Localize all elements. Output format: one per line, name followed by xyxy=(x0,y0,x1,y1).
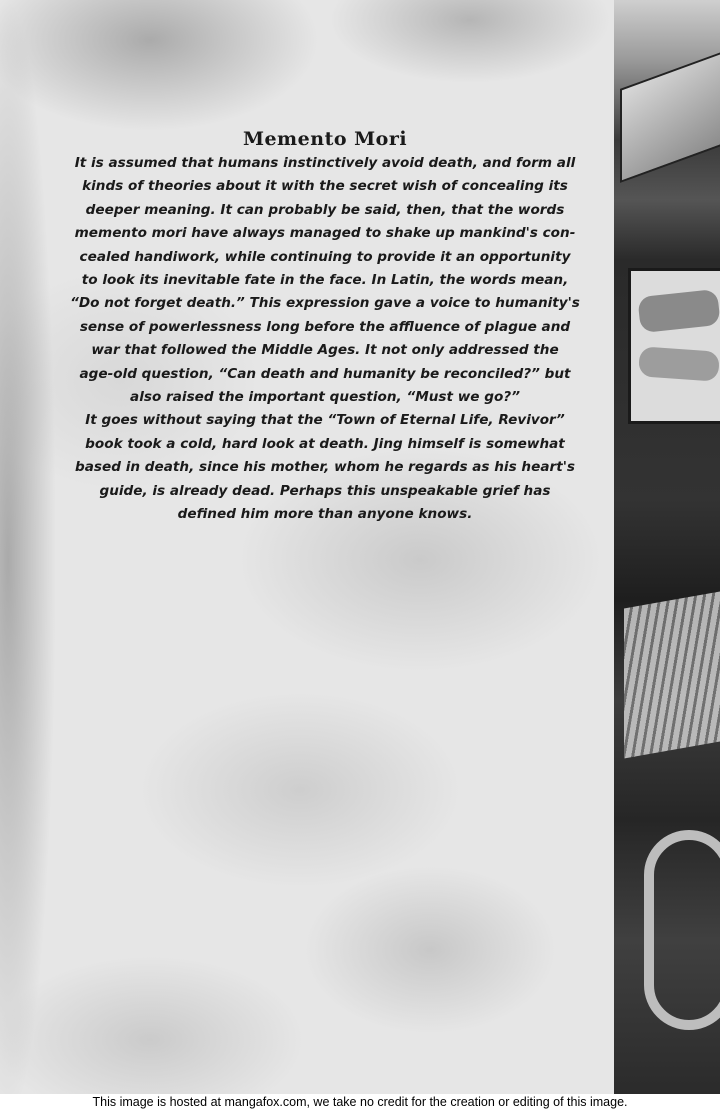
hosting-notice: This image is hosted at mangafox.com, we take no credit for the creation or editing of this image. xyxy=(0,1094,720,1110)
art-sign-mark xyxy=(638,346,720,382)
art-sign xyxy=(628,268,720,424)
art-sign-mark xyxy=(637,289,720,333)
article-paragraph: It is assumed that humans instinctively avoid death, and form all kinds of theories about it with the secret wish of concealing its deeper meaning. It can probably be said, then, that the words memento mori have always managed to shake up mankind's con- cealed handiwork, while continuing to provide it an opportunity to look its inevitable fate in the face. In Latin, the words mean, “Do not forget death.” This expression gave a voice to humanity's sense of powerlessness long before the affluence of plague and war that followed the Middle Ages. It not only addressed the age-old question, “Can death and humanity be reconciled?” but also raised the important question, “Must we go?” xyxy=(70,155,580,406)
manga-art-edge xyxy=(614,0,720,1094)
article-title: Memento Mori xyxy=(242,128,408,150)
art-banner xyxy=(620,51,720,183)
article-paragraph: It goes without saying that the “Town of Eternal Life, Revivor” book took a cold, hard look at death. Jing himself is somewhat based in death, since his mother, whom he regards as his heart's guide, is already dead. Perhaps this unspeakable grief has defined him more than anyone knows. xyxy=(75,412,575,523)
art-wheel xyxy=(644,830,720,1030)
art-books xyxy=(624,592,720,759)
article xyxy=(40,128,610,527)
